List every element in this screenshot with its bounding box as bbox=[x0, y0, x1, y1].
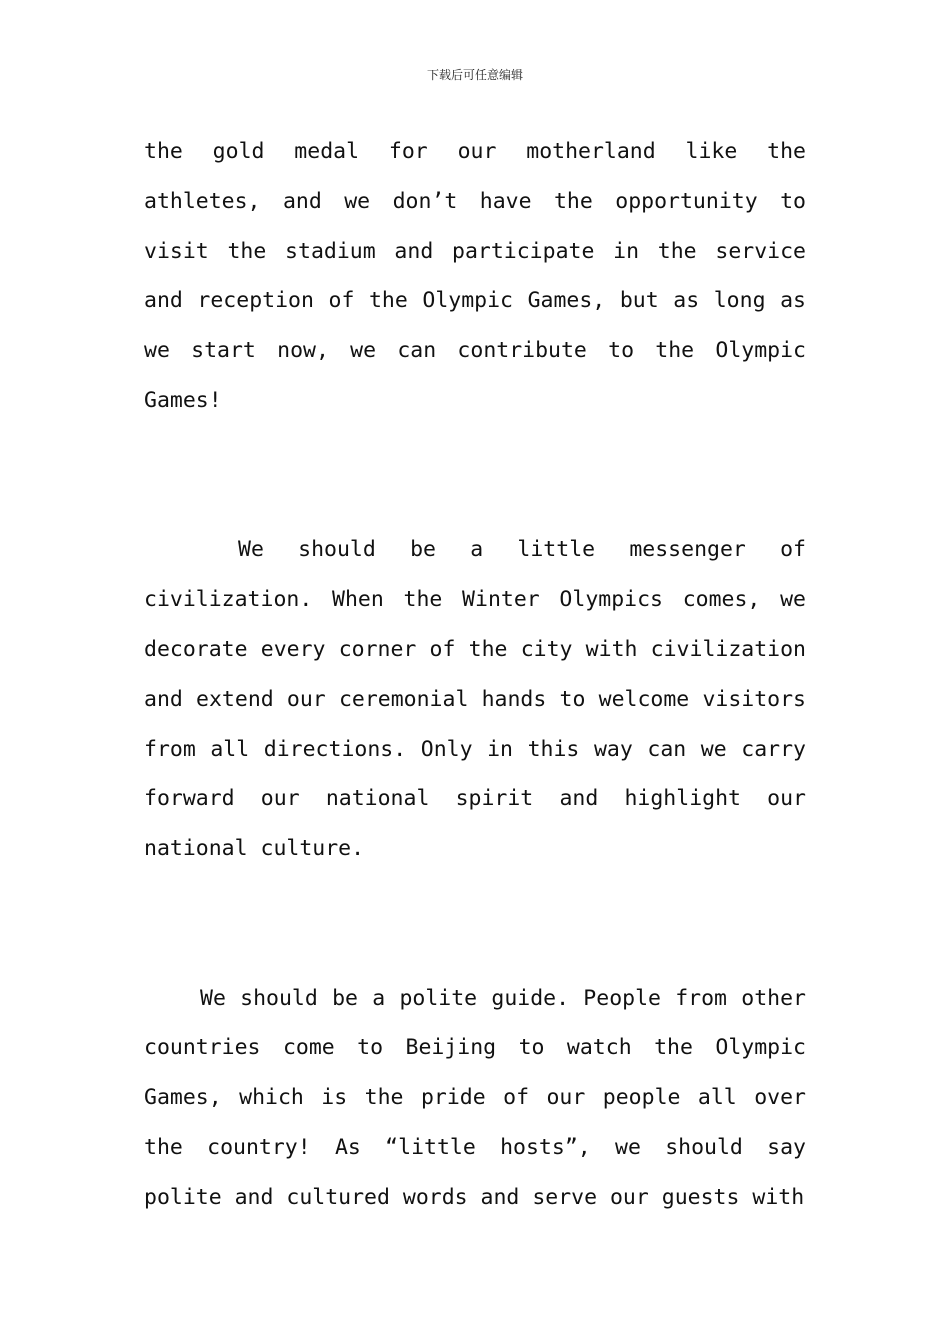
paragraph-spacer bbox=[144, 874, 806, 974]
paragraph-3: We should be a polite guide. People from other countries come to Beijing to watch the Olympic Games, which is the pride of our people all over the country! As “little hosts”, we should say polite and cultured words and serve our guests with bbox=[144, 985, 806, 1210]
paragraph-spacer bbox=[144, 426, 806, 526]
paragraph-1: the gold medal for our motherland like the athletes, and we don’t have the opportunity to visit the stadium and participate in the service and reception of the Olympic Games, but as long as we start now, we can contribute to the Olympic Games! bbox=[144, 139, 806, 413]
document-body bbox=[144, 127, 806, 1223]
paragraph-2: We should be a little messenger of civilization. When the Winter Olympics comes, we decorate every corner of the city with civilization and extend our ceremonial hands to welcome visitors from all directions. Only in this way can we carry forward our national spirit and highlight our national culture. bbox=[144, 537, 806, 862]
page-header: 下载后可任意编辑 bbox=[426, 68, 523, 82]
